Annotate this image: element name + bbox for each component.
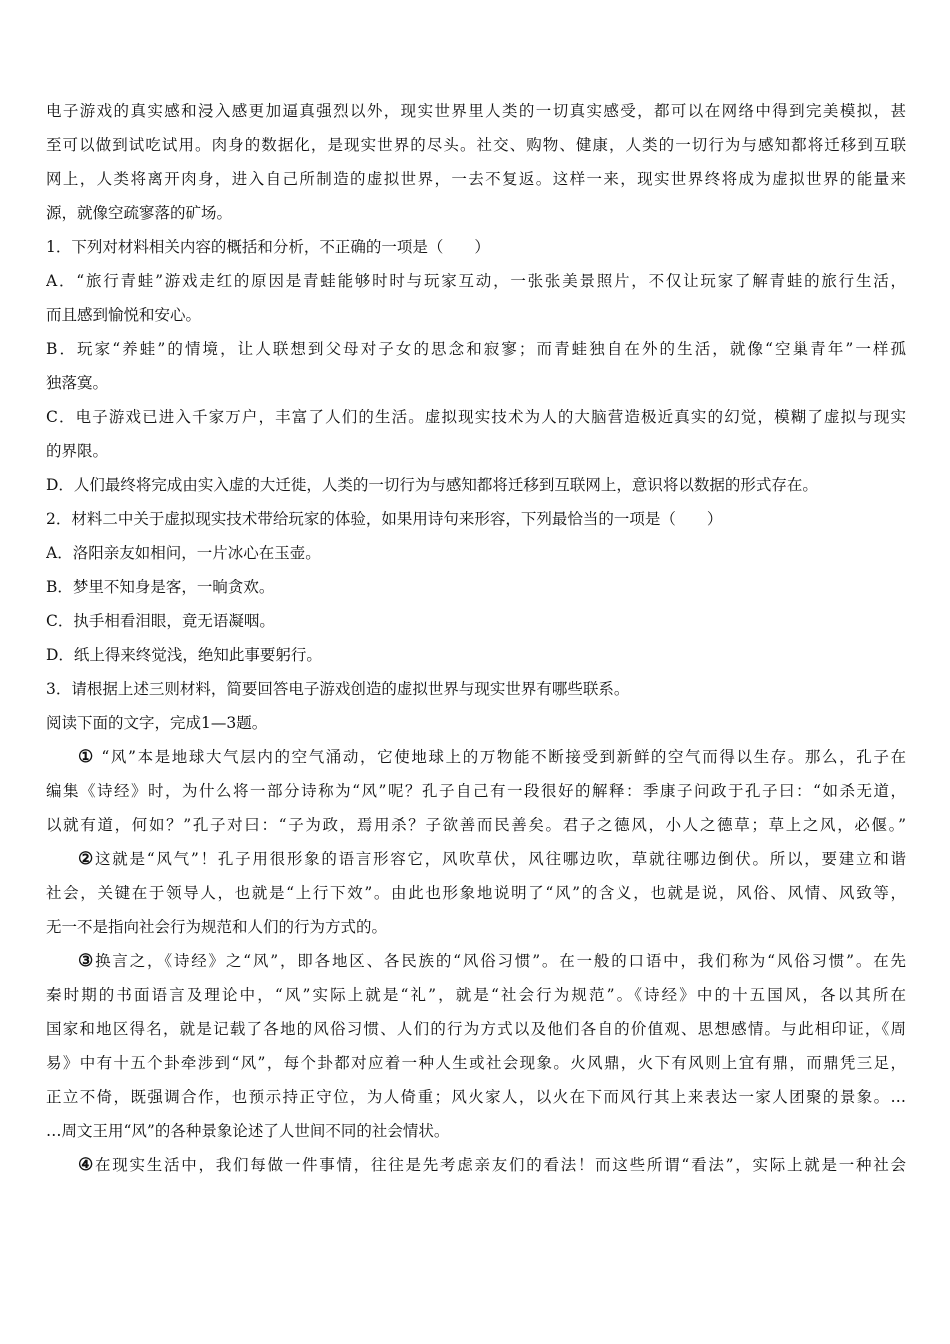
text-line: 秦时期的书面语言及理论中，“风”实际上就是“礼”，就是“社会行为规范”。《诗经》中的十五国风，各以其所在 (46, 986, 906, 1004)
text-line: …周文王用“风”的各种景象论述了人世间不同的社会情状。 (46, 1122, 450, 1140)
text-line (46, 740, 906, 774)
text-line: 社会，关键在于领导人，也就是“上行下效”。由此也形象地说明了“风”的含义，也就是说，风俗、风情、风致等， (46, 884, 906, 902)
paragraph-number: ② (78, 849, 95, 869)
paragraph-4 (46, 1148, 906, 1182)
option-b-cont: 独落寞。 (46, 374, 109, 392)
section-intro: 阅读下面的文字，完成1—3题。 (46, 714, 268, 732)
text-line: 易》中有十五个卦牵涉到“风”，每个卦都对应着一种人生或社会现象。火风鼎，火下有风则上宜有鼎，而鼎凭三足， (46, 1054, 906, 1072)
option-b: B．梦里不知身是客，一晌贪欢。 (46, 578, 275, 596)
option-d: D．纸上得来终觉浅，绝知此事要躬行。 (46, 646, 322, 664)
question-stem: 1．下列对材料相关内容的概括和分析，不正确的一项是（ ） (46, 238, 490, 256)
paragraph-number: ③ (78, 951, 96, 971)
option-d: D．人们最终将完成由实入虚的大迁徙，人类的一切行为与感知都将迁移到互联网上，意识将以数据的形式存在。 (46, 476, 818, 494)
text-span: “风”本是地球大气层内的空气涌动，它使地球上的万物能不断接受到新鲜的空气而得以生存。那么，孔子在 (94, 748, 906, 766)
text-line: 源，就像空疏寥落的矿场。 (46, 204, 233, 222)
page-content (46, 94, 906, 1182)
reading-section (46, 706, 906, 1182)
option-a: A．洛阳亲友如相问，一片冰心在玉壶。 (46, 544, 321, 562)
option-a-cont: 而且感到愉悦和安心。 (46, 306, 202, 324)
text-line: 无一不是指向社会行为规范和人们的行为方式的。 (46, 918, 388, 936)
option-b: B．玩家“养蛙”的情境，让人联想到父母对子女的思念和寂寥；而青蛙独自在外的生活，就像“空巢青年”一样孤 (46, 340, 906, 358)
text-line (46, 842, 906, 876)
text-line: 至可以做到试吃试用。肉身的数据化，是现实世界的尽头。社交、购物、健康，人类的一切行为与感知都将迁移到互联 (46, 136, 906, 154)
text-line: 以就有道，何如？”孔子对曰：“子为政，焉用杀？子欲善而民善矣。君子之德风，小人之德草；草上之风，必偃。” (46, 816, 906, 834)
text-span: 换言之，《诗经》之“风”，即各地区、各民族的“风俗习惯”。在一般的口语中，我们称为“风俗习惯”。在先 (95, 952, 906, 970)
paragraph-number: ④ (78, 1155, 95, 1175)
text-line (46, 944, 906, 978)
paragraph-number: ① (78, 747, 95, 767)
text-line: 正立不倚，既强调合作，也预示持正守位，为人倚重；风火家人，以火在下而风行其上来表达一家人团聚的景象。… (46, 1088, 906, 1106)
text-line (46, 1148, 906, 1182)
question-stem: 2．材料二中关于虚拟现实技术带给玩家的体验，如果用诗句来形容，下列最恰当的一项是（ ） (46, 510, 723, 528)
question-stem: 3．请根据上述三则材料，简要回答电子游戏创造的虚拟世界与现实世界有哪些联系。 (46, 680, 630, 698)
text-span: 这就是“风气”！孔子用很形象的语言形容它，风吹草伏，风往哪边吹，草就往哪边倒伏。所以，要建立和谐 (95, 850, 906, 868)
text-line: 国家和地区得名，就是记载了各地的风俗习惯、人们的行为方式以及他们各自的价值观、思想感情。与此相印证，《周 (46, 1020, 906, 1038)
text-line: 编集《诗经》时，为什么将一部分诗称为“风”呢？孔子自己有一段很好的解释：季康子问政于孔子曰：“如杀无道， (46, 782, 906, 800)
option-c: C．执手相看泪眼，竟无语凝咽。 (46, 612, 275, 630)
paragraph-3 (46, 944, 906, 1148)
question-1 (46, 230, 906, 502)
option-c: C．电子游戏已进入千家万户，丰富了人们的生活。虚拟现实技术为人的大脑营造极近真实的幻觉，模糊了虚拟与现实 (46, 408, 906, 426)
option-c-cont: 的界限。 (46, 442, 109, 460)
text-span: 在现实生活中，我们每做一件事情，往往是先考虑亲友们的看法！而这些所谓“看法”，实际上就是一种社会 (95, 1156, 906, 1174)
question-2 (46, 502, 906, 672)
question-3 (46, 672, 906, 706)
paragraph-2 (46, 842, 906, 944)
option-a: A．“旅行青蛙”游戏走红的原因是青蛙能够时时与玩家互动，一张张美景照片，不仅让玩家了解青蛙的旅行生活， (46, 272, 906, 290)
paragraph-1 (46, 740, 906, 842)
text-line: 电子游戏的真实感和浸入感更加逼真强烈以外，现实世界里人类的一切真实感受，都可以在网络中得到完美模拟，甚 (46, 102, 906, 120)
text-line: 网上，人类将离开肉身，进入自己所制造的虚拟世界，一去不复返。这样一来，现实世界终将成为虚拟世界的能量来 (46, 170, 906, 188)
material-two-tail (46, 94, 906, 230)
